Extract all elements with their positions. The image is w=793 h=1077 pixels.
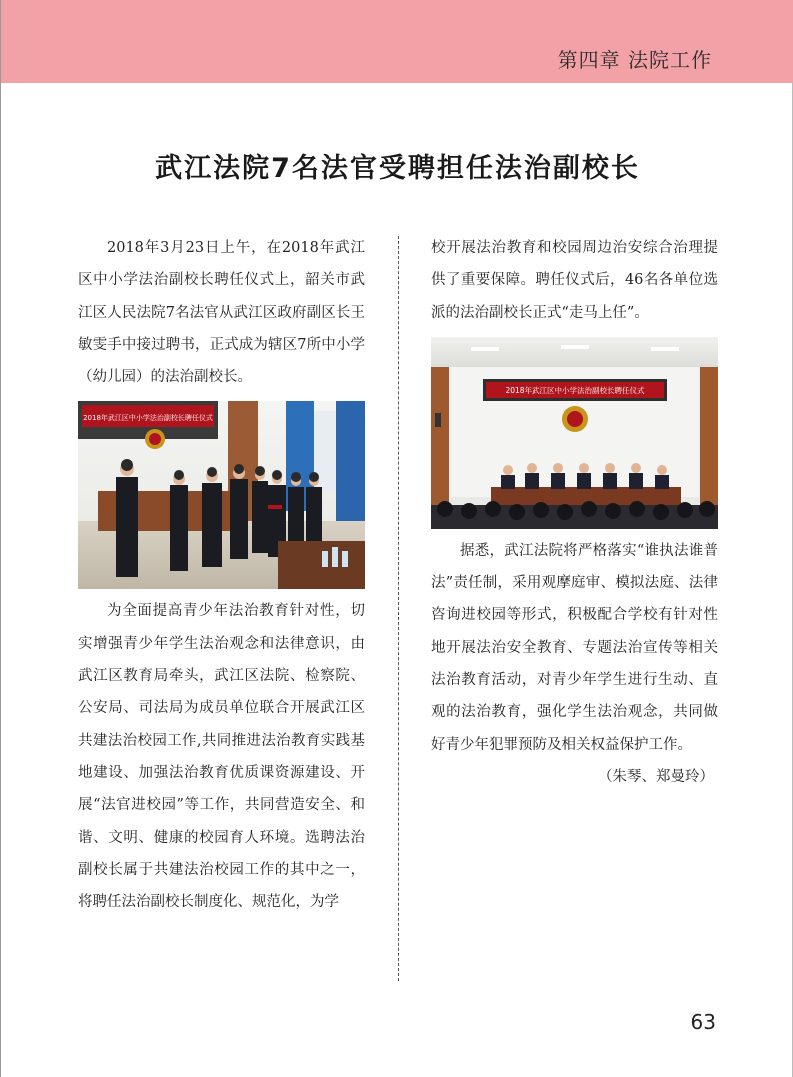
article-title: 武江法院7名法官受聘担任法治副校长 bbox=[155, 153, 640, 184]
photo-ceremony-handover-image bbox=[78, 401, 365, 589]
paragraph-intro: 2018年3月23日上午，在2018年武江区中小学法治副校长聘任仪式上，韶关市武江区人民法院7名法官从武江区政府副区长王敏雯手中接过聘书，正式成为辖区7所中小学（幼儿园）的法治副校长。 bbox=[78, 240, 365, 386]
paragraph-continued: 校开展法治教育和校园周边治安综合治理提供了重要保障。聘任仪式后，46名各单位选派的法治副校长正式“走马上任”。 bbox=[431, 240, 718, 321]
photo2-banner-text: 2018年武江区中小学法治副校长聘任仪式 bbox=[505, 385, 645, 395]
left-column bbox=[78, 232, 365, 918]
paragraph-follow-up: 据悉，武江法院将严格落实“谁执法谁普法”责任制，采用观摩庭审、模拟法庭、法律咨询进校园等形式，积极配合学校有针对性地开展法治安全教育、专题法治宣传等相关法治教育活动，对青少年学生进行生动、直观的法治教育，强化学生法治观念，共同做好青少年犯罪预防及相关权益保护工作。 bbox=[431, 542, 718, 753]
photo-ceremony-stage bbox=[431, 337, 718, 529]
column-divider bbox=[398, 236, 399, 981]
chapter-heading: 第四章 法院工作 bbox=[557, 48, 712, 72]
photo-ceremony-handover bbox=[78, 401, 365, 589]
author-signature: （朱琴、郑曼玲） bbox=[598, 768, 714, 785]
right-column bbox=[431, 232, 718, 793]
photo1-banner-text: 2018年武江区中小学法治副校长聘任仪式 bbox=[83, 414, 213, 423]
paragraph-background: 为全面提高青少年法治教育针对性，切实增强青少年学生法治观念和法律意识，由武江区教育局牵头，武江区法院、检察院、公安局、司法局为成员单位联合开展武江区共建法治校园工作,共同推进法治教育实践基地建设、加强法治教育优质课资源建设、开展“法官进校园”等工作，共同营造安全、和谐、文明、健康的校园育人环境。选聘法治副校长属于共建法治校园工作的其中之一，将聘任法治副校长制度化、规范化，为学 bbox=[78, 603, 365, 911]
page-number: 63 bbox=[690, 1010, 716, 1034]
photo-ceremony-stage-image bbox=[431, 337, 718, 529]
